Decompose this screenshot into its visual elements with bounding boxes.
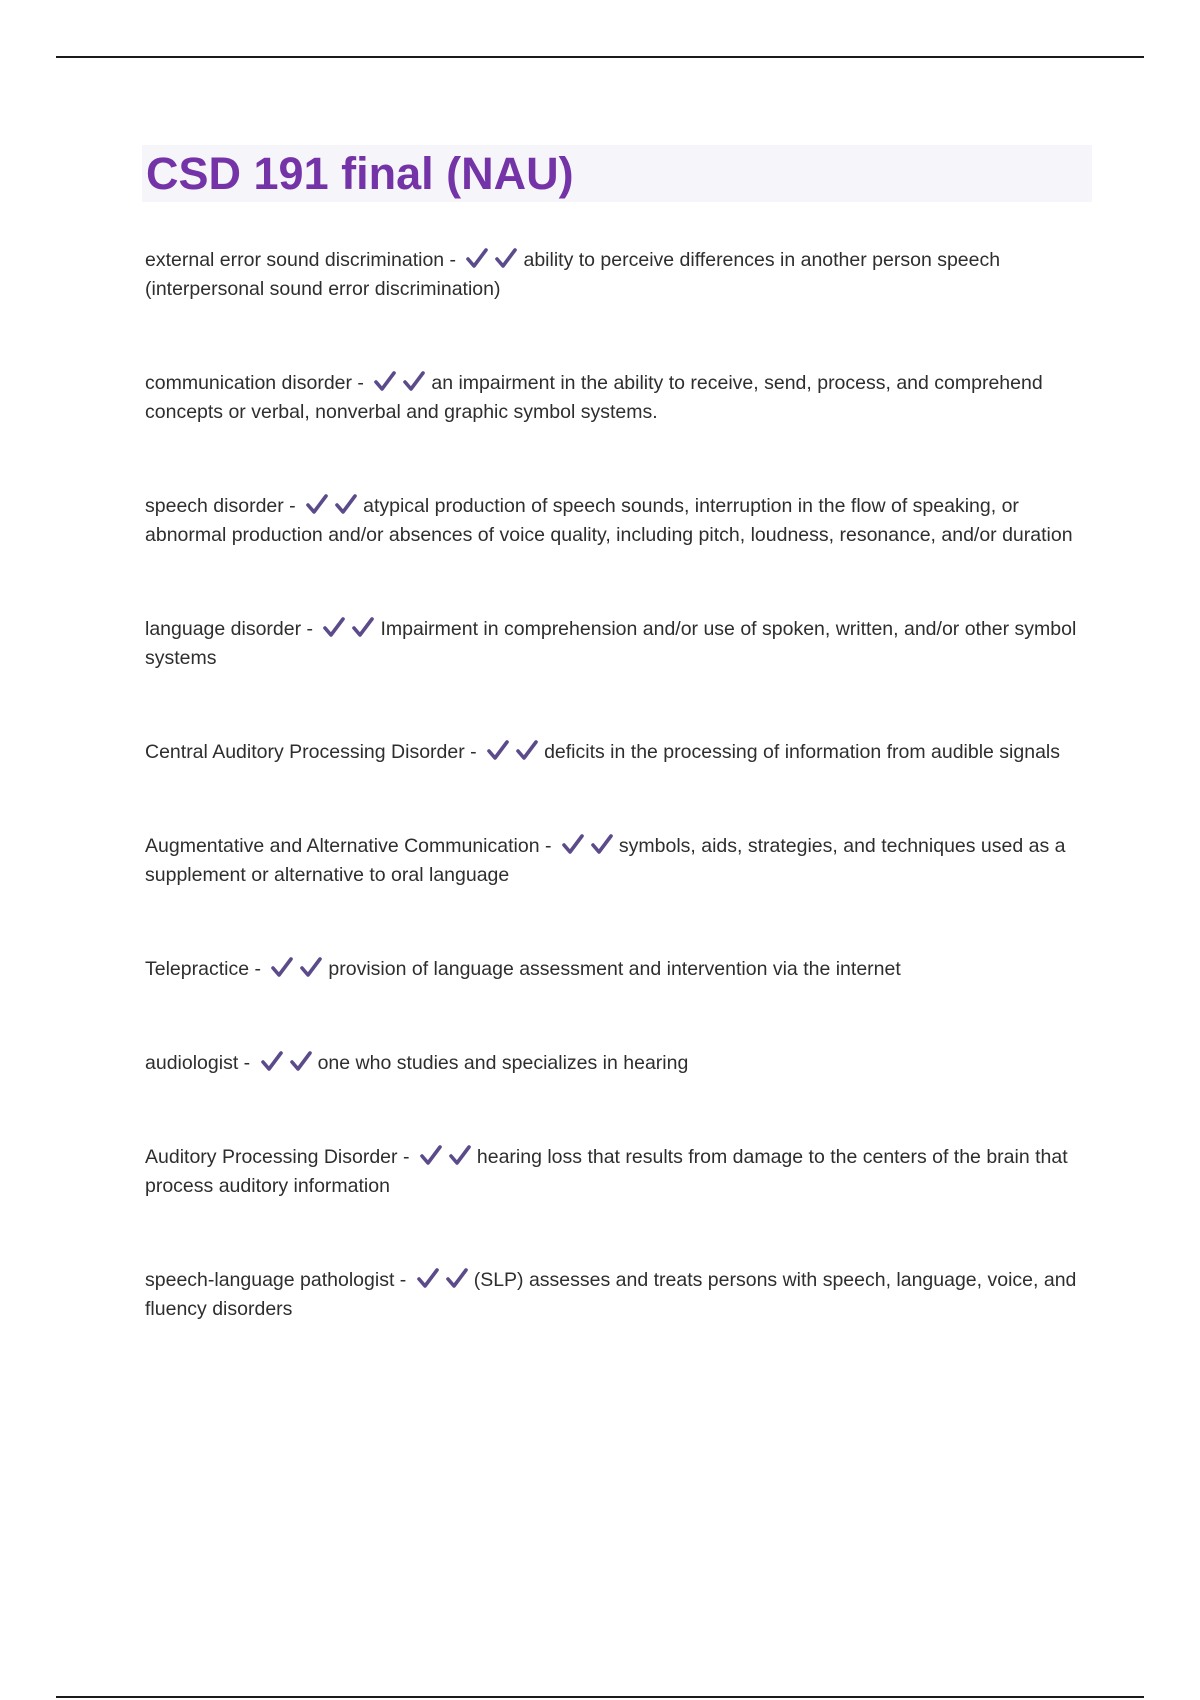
list-item xyxy=(145,1049,1095,1078)
separator: - xyxy=(301,618,319,640)
term: Central Auditory Processing Disorder xyxy=(145,741,465,763)
term: speech-language pathologist xyxy=(145,1269,395,1291)
list-item xyxy=(145,1143,1095,1201)
term: communication disorder xyxy=(145,372,353,394)
check-icon xyxy=(486,739,510,761)
check-icon xyxy=(373,370,397,392)
check-icon xyxy=(494,247,518,269)
separator: - xyxy=(464,741,483,763)
list-item xyxy=(145,369,1095,427)
separator: - xyxy=(283,495,302,517)
list-item xyxy=(145,1266,1095,1324)
list-item xyxy=(145,955,1095,984)
definition: hearing loss that results from damage to the centers of the brain that process auditory information xyxy=(145,1146,1068,1197)
definition: provision of language assessment and intervention via the internet xyxy=(328,958,901,980)
check-icon xyxy=(419,1144,443,1166)
bottom-rule xyxy=(56,1696,1144,1698)
list-item xyxy=(145,246,1095,304)
separator: - xyxy=(397,1146,415,1168)
check-icon xyxy=(322,616,346,638)
term: Telepractice xyxy=(145,958,250,980)
list-item xyxy=(145,738,1095,767)
check-icon xyxy=(416,1267,440,1289)
check-icon xyxy=(351,616,375,638)
check-icon xyxy=(305,493,329,515)
check-icon xyxy=(465,247,489,269)
check-icon xyxy=(289,1050,313,1072)
flashcard-list xyxy=(145,246,1095,1324)
check-icon xyxy=(561,833,585,855)
top-rule xyxy=(56,56,1144,58)
definition: deficits in the processing of information from audible signals xyxy=(544,741,1061,763)
list-item xyxy=(145,832,1095,890)
definition: an impairment in the ability to receive, send, process, and comprehend concepts or verbal, nonverbal and graphic symbol systems. xyxy=(145,372,1043,423)
check-icon xyxy=(270,956,294,978)
term: audiologist xyxy=(145,1052,239,1074)
check-icon xyxy=(299,956,323,978)
check-icon xyxy=(590,833,614,855)
term: language disorder xyxy=(145,618,302,640)
check-icon xyxy=(334,493,358,515)
term: Augmentative and Alternative Communication xyxy=(145,835,540,857)
list-item xyxy=(145,492,1095,550)
definition: atypical production of speech sounds, interruption in the flow of speaking, or abnormal production and/or absences of voice quality, including pitch, loudness, resonance, and/or duration xyxy=(145,495,1073,546)
separator: - xyxy=(539,835,557,857)
definition: (SLP) assesses and treats persons with speech, language, voice, and fluency disorders xyxy=(145,1269,1077,1320)
separator: - xyxy=(444,249,462,271)
definition: one who studies and specializes in hearing xyxy=(317,1052,689,1074)
definition: ability to perceive differences in another person speech (interpersonal sound error discrimination) xyxy=(145,249,1001,300)
definition: Impairment in comprehension and/or use of spoken, written, and/or other symbol systems xyxy=(145,618,1077,669)
definition: symbols, aids, strategies, and techniques used as a supplement or alternative to oral language xyxy=(145,835,1066,886)
separator: - xyxy=(238,1052,256,1074)
term: Auditory Processing Disorder xyxy=(145,1146,398,1168)
term: speech disorder xyxy=(145,495,284,517)
check-icon xyxy=(402,370,426,392)
check-icon xyxy=(448,1144,472,1166)
separator: - xyxy=(352,372,370,394)
term: external error sound discrimination xyxy=(145,249,445,271)
list-item xyxy=(145,615,1095,673)
separator: - xyxy=(394,1269,412,1291)
page-title: CSD 191 final (NAU) xyxy=(146,148,574,199)
separator: - xyxy=(249,958,267,980)
check-icon xyxy=(445,1267,469,1289)
check-icon xyxy=(260,1050,284,1072)
check-icon xyxy=(515,739,539,761)
